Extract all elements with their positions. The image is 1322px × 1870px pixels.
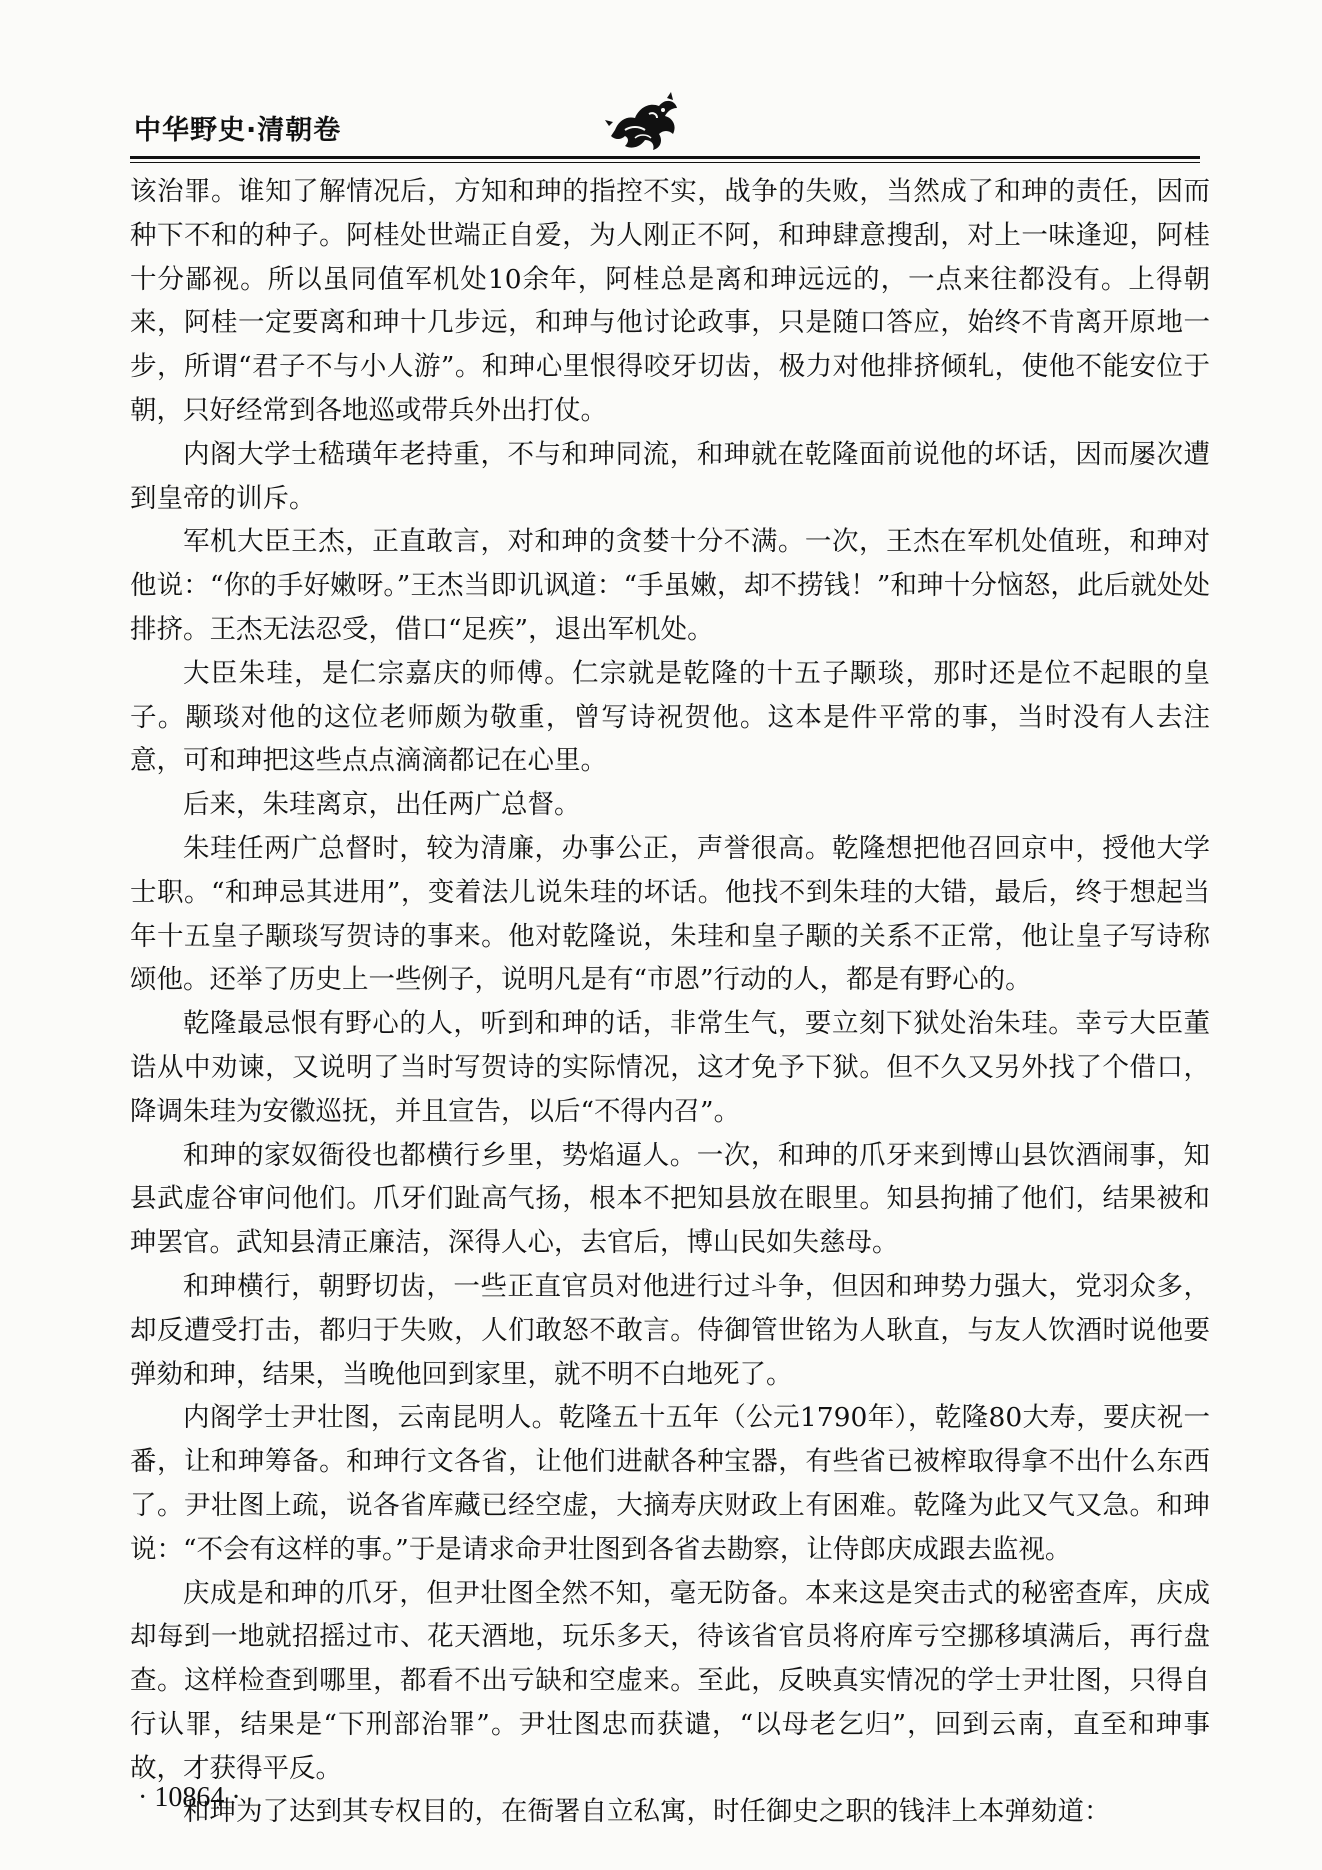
book-title: 中华野史·清朝卷 xyxy=(134,115,342,146)
paragraph: 内阁大学士嵇璜年老持重，不与和珅同流，和珅就在乾隆面前说他的坏话，因而屡次遭到皇帝的训斥。 xyxy=(130,438,1210,514)
paragraph: 军机大臣王杰，正直敢言，对和珅的贪婪十分不满。一次，王杰在军机处值班，和珅对他说：“你的手好嫩呀。”王杰当即讥讽道：“手虽嫩，却不捞钱！”和珅十分恼怒，此后就处处排挤。王杰无法忍受，借口“足疾”，退出军机处。 xyxy=(130,526,1210,645)
page-number: · 10864 · xyxy=(138,1782,241,1813)
paragraph: 该治罪。谁知了解情况后，方知和珅的指控不实，战争的失败，当然成了和珅的责任，因而种下不和的种子。阿桂处世端正自爱，为人刚正不阿，和珅肆意搜刮，对上一味逢迎，阿桂十分鄙视。所以虽同值军机处10余年，阿桂总是离和珅远远的，一点来往都没有。上得朝来，阿桂一定要离和珅十几步远，和珅与他讨论政事，只是随口答应，始终不肯离开原地一步，所谓“君子不与小人游”。和珅心里恨得咬牙切齿，极力对他排挤倾轧，使他不能安位于朝，只好经常到各地巡或带兵外出打仗。 xyxy=(130,176,1210,426)
paragraph: 乾隆最忌恨有野心的人，听到和珅的话，非常生气，要立刻下狱处治朱珪。幸亏大臣董诰从中劝谏，又说明了当时写贺诗的实际情况，这才免予下狱。但不久又另外找了个借口，降调朱珪为安徽巡抚，并且宣告，以后“不得内召”。 xyxy=(130,1008,1210,1127)
page-header xyxy=(130,96,1200,160)
paragraph: 后来，朱珪离京，出任两广总督。 xyxy=(183,789,581,821)
paragraph: 朱珪任两广总督时，较为清廉，办事公正，声誉很高。乾隆想把他召回京中，授他大学士职。“和珅忌其进用”，变着法儿说朱珪的坏话。他找不到朱珪的大错，最后，终于想起当年十五皇子颙琰写贺诗的事来。他对乾隆说，朱珪和皇子颙的关系不正常，他让皇子写诗称颂他。还举了历史上一些例子，说明凡是有“市恩”行动的人，都是有野心的。 xyxy=(130,832,1210,996)
paragraph: 大臣朱珪，是仁宗嘉庆的师傅。仁宗就是乾隆的十五子颙琰，那时还是位不起眼的皇子。颙琰对他的这位老师颇为敬重，曾写诗祝贺他。这本是件平常的事，当时没有人去注意，可和珅把这些点点滴滴都记在心里。 xyxy=(130,657,1210,777)
dragon-emblem-icon xyxy=(605,90,685,156)
header-divider-thick xyxy=(130,156,1200,159)
paragraph: 内阁学士尹壮图，云南昆明人。乾隆五十五年（公元1790年），乾隆80大寿，要庆祝一番，让和珅筹备。和珅行文各省，让他们进献各种宝器，有些省已被榨取得拿不出什么东西了。尹壮图上疏，说各省库藏已经空虚，大摘寿庆财政上有困难。乾隆为此又气又急。和珅说：“不会有这样的事。”于是请求命尹壮图到各省去勘察，让侍郎庆成跟去监视。 xyxy=(130,1402,1210,1565)
paragraph: 和珅横行，朝野切齿，一些正直官员对他进行过斗争，但因和珅势力强大，党羽众多，却反遭受打击，都归于失败，人们敢怒不敢言。侍御管世铭为人耿直，与友人饮酒时说他要弹劾和珅，结果，当晚他回到家里，就不明不白地死了。 xyxy=(130,1270,1210,1390)
main-text xyxy=(130,170,1210,1834)
header-divider-thin xyxy=(130,162,1200,163)
paragraph: 和珅的家奴衙役也都横行乡里，势焰逼人。一次，和珅的爪牙来到博山县饮酒闹事，知县武虚谷审问他们。爪牙们趾高气扬，根本不把知县放在眼里。知县拘捕了他们，结果被和珅罢官。武知县清正廉洁，深得人心，去官后，博山民如失慈母。 xyxy=(130,1139,1210,1259)
paragraph: 庆成是和珅的爪牙，但尹壮图全然不知，毫无防备。本来这是突击式的秘密查库，庆成却每到一地就招摇过市、花天酒地，玩乐多天，待该省官员将府库亏空挪移填满后，再行盘查。这样检查到哪里，都看不出亏缺和空虚来。至此，反映真实情况的学士尹壮图，只得自行认罪，结果是“下刑部治罪”。尹壮图忠而获谴，“以母老乞归”，回到云南，直至和珅事故，才获得平反。 xyxy=(130,1577,1210,1784)
paragraph: 和珅为了达到其专权目的，在衙署自立私寓，时任御史之职的钱沣上本弹劾道： xyxy=(183,1796,1111,1828)
